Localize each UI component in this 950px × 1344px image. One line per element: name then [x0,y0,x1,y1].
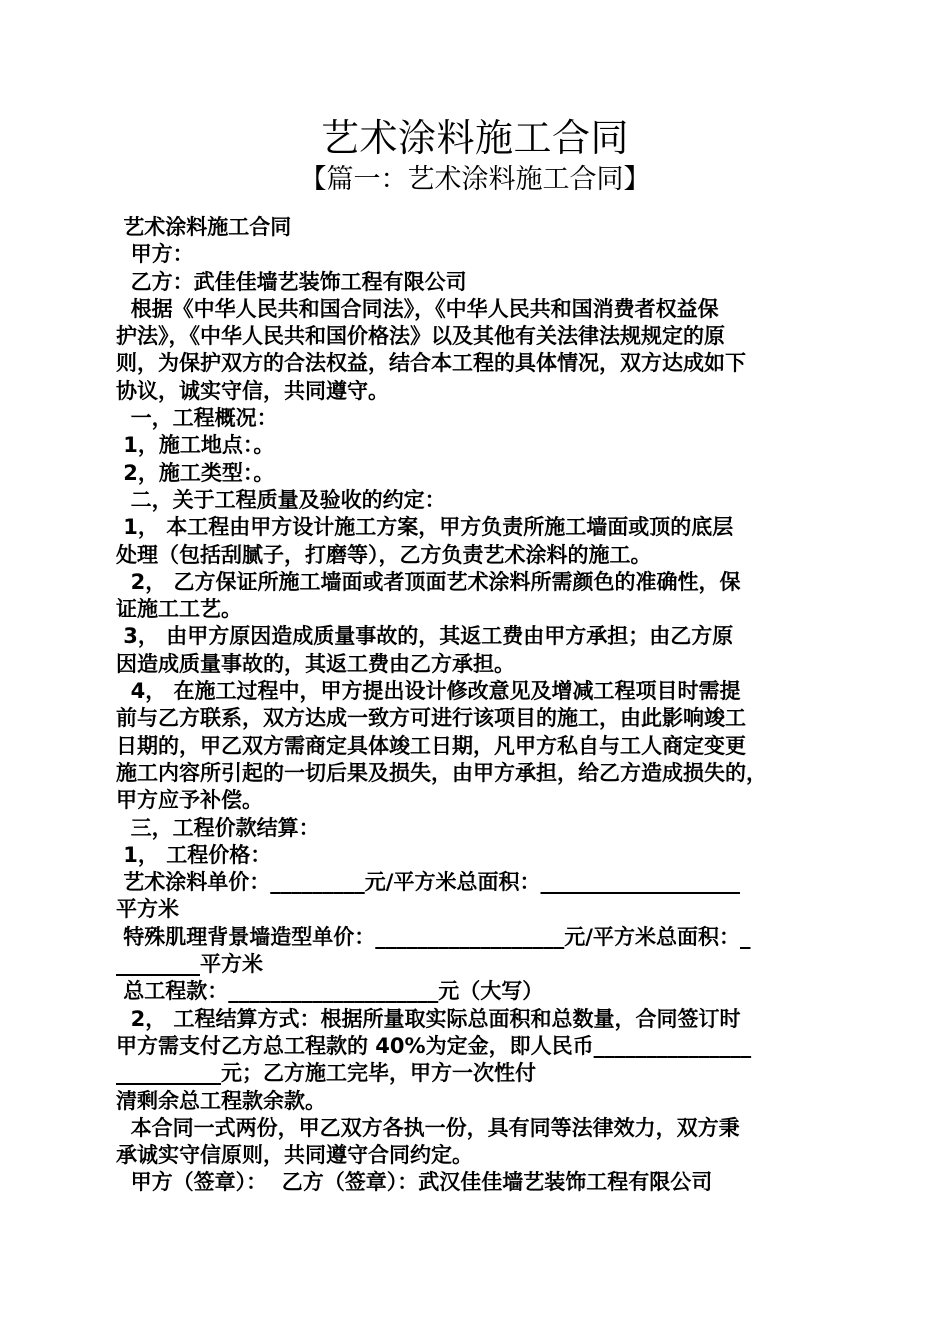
clause-line: 日期的，甲乙双方需商定具体竣工日期，凡甲方私自与工人商定变更 [116,733,746,758]
section-heading: 一，工程概况： [116,406,278,431]
closing-line: 承诚实守信原则，共同遵守合同约定。 [116,1143,473,1168]
party-b-line: 乙方：武佳佳墙艺装饰工程有限公司 [116,269,467,294]
pricing-line: 艺术涂料单价：_________元/平方米总面积：___________________ [116,870,740,895]
clause-line: 甲方需支付乙方总工程款的 40%为定金，即人民币_______________ [116,1033,752,1058]
clause-line: 清剩余总工程款余款。 [116,1088,326,1113]
clause-line: 2， 乙方保证所施工墙面或者顶面艺术涂料所需颜色的准确性，保 [116,569,741,594]
pricing-line: 特殊肌理背景墙造型单价：__________________元/平方米总面积：_ [116,924,751,949]
preamble-line: 根据《中华人民共和国合同法》，《中华人民共和国消费者权益保 [116,296,719,321]
signature-line: 甲方（签章）： 乙方（签章）：武汉佳佳墙艺装饰工程有限公司 [116,1170,713,1195]
clause-line: 1，施工地点：。 [116,433,275,458]
clause-line: 因造成质量事故的，其返工费由乙方承担。 [116,651,515,676]
clause-line: 1， 本工程由甲方设计施工方案，甲方负责所施工墙面或顶的底层 [116,515,734,540]
total-price-line: 总工程款：____________________元（大写） [116,979,544,1004]
pricing-line: ________平方米 [116,952,263,977]
clause-line: 甲方应予补偿。 [116,788,263,813]
section-heading: 三，工程价款结算： [116,815,320,840]
section-heading: 二，关于工程质量及验收的约定： [116,487,446,512]
party-a-line: 甲方： [116,242,194,267]
preamble-line: 协议，诚实守信，共同遵守。 [116,378,389,403]
clause-line: 3， 由甲方原因造成质量事故的，其返工费由甲方承担；由乙方原 [116,624,734,649]
clause-line: 4， 在施工过程中，甲方提出设计修改意见及增减工程项目时需提 [116,679,741,704]
clause-line: 2， 工程结算方式：根据所量取实际总面积和总数量，合同签订时 [116,1006,741,1031]
clause-line: 前与乙方联系，双方达成一致方可进行该项目的施工，由此影响竣工 [116,706,746,731]
preamble-line: 则，为保护双方的合法权益，结合本工程的具体情况，双方达成如下 [116,351,746,376]
clause-line: 证施工工艺。 [116,597,242,622]
pricing-line: 平方米 [116,897,179,922]
closing-line: 本合同一式两份，甲乙双方各执一份，具有同等法律效力，双方秉 [116,1115,740,1140]
preamble-line: 护法》，《中华人民共和国价格法》以及其他有关法律法规规定的原 [116,324,725,349]
clause-line: __________元；乙方施工完毕，甲方一次性付 [116,1061,536,1086]
document-title: 艺术涂料施工合同 [320,116,629,160]
contract-heading: 艺术涂料施工合同 [116,215,292,239]
clause-line: 2，施工类型：。 [116,460,275,485]
contract-body [116,214,851,1197]
clause-line: 施工内容所引起的一切后果及损失，由甲方承担，给乙方造成损失的， [116,760,767,785]
document-subtitle: 【篇一：艺术涂料施工合同】 [299,164,651,195]
clause-line: 1， 工程价格： [116,842,272,867]
clause-line: 处理（包括刮腻子，打磨等），乙方负责艺术涂料的施工。 [116,542,652,567]
